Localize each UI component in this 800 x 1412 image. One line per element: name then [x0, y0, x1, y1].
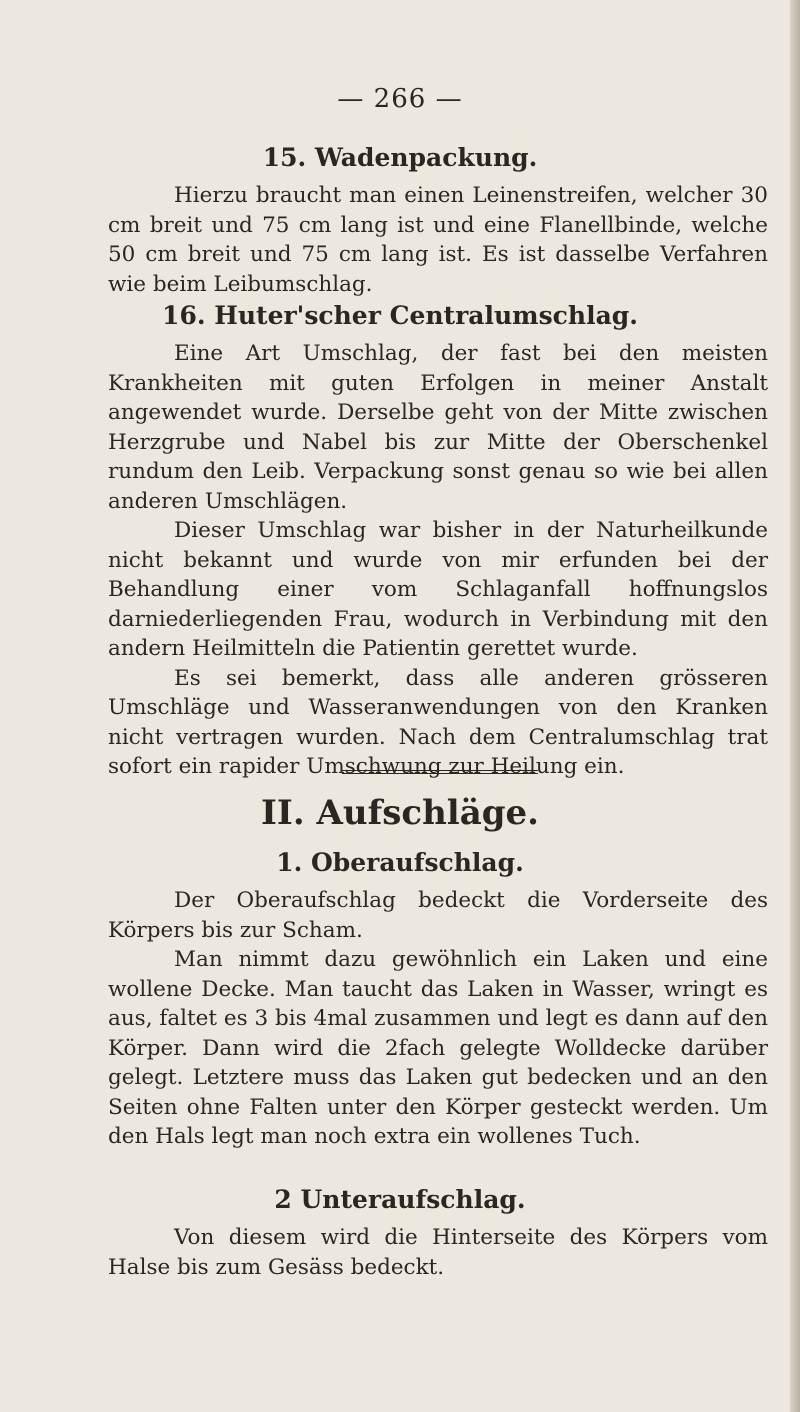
- paragraph: Man nimmt dazu gewöhnlich ein Laken und eine wollene Decke. Man taucht das Laken in Wasser, wringt es aus, faltet es 3 bis 4mal zusammen und legt es dann auf den Körper. Dann wird die 2fach gelegte Wolldecke darüber gelegt. Letztere muss das Laken gut bedecken und an den Seiten ohne Falten unter den Körper gesteckt werden. Um den Hals legt man noch extra ein wollenes Tuch.: [108, 947, 768, 1149]
- paragraph: Eine Art Umschlag, der fast bei den meisten Krankheiten mit guten Erfolgen in meiner Anstalt angewendet wurde. Derselbe geht von der Mitte zwischen Herzgrube und Nabel bis zur Mitte der Oberschenkel rundum den Leib. Verpackung sonst genau so wie bei allen anderen Umschlägen.: [108, 341, 768, 514]
- section-body-wadenpackung: [108, 181, 768, 299]
- page-number: — 266 —: [337, 84, 463, 114]
- paragraph: Hierzu braucht man einen Leinenstreifen, welcher 30 cm breit und 75 cm lang ist und eine Flanellbinde, welche 50 cm breit und 75 cm lang ist. Es ist dasselbe Verfahren wie beim Leibumschlag.: [108, 183, 768, 297]
- section-heading-centralumschlag: 16. Huter'scher Centralumschlag.: [162, 301, 638, 330]
- section-body-unteraufschlag: [108, 1223, 768, 1282]
- part-heading-aufschlaege: II. Aufschläge.: [261, 793, 539, 833]
- section-divider: [342, 770, 538, 774]
- section-body-centralumschlag: [108, 339, 768, 782]
- paragraph: Es sei bemerkt, dass alle anderen grösseren Umschläge und Wasseranwendungen von den Kranken nicht vertragen wurden. Nach dem Centralumschlag trat sofort ein rapider Umschwung zur Heilung ein.: [108, 665, 768, 779]
- paragraph: Der Oberaufschlag bedeckt die Vorderseite des Körpers bis zur Scham.: [108, 888, 768, 943]
- section-heading-wadenpackung: 15. Wadenpackung.: [262, 143, 538, 172]
- section-heading-unteraufschlag: 2 Unteraufschlag.: [274, 1185, 526, 1214]
- section-heading-oberaufschlag: 1. Oberaufschlag.: [276, 848, 524, 877]
- section-body-oberaufschlag: [108, 886, 768, 1152]
- paragraph: Von diesem wird die Hinterseite des Körpers vom Halse bis zum Gesäss bedeckt.: [108, 1225, 768, 1280]
- paragraph: Dieser Umschlag war bisher in der Naturheilkunde nicht bekannt und wurde von mir erfunden bei der Behandlung einer vom Schlaganfall hoffnungslos darniederliegenden Frau, wodurch in Verbindung mit den andern Heilmitteln die Patientin gerettet wurde.: [108, 518, 768, 661]
